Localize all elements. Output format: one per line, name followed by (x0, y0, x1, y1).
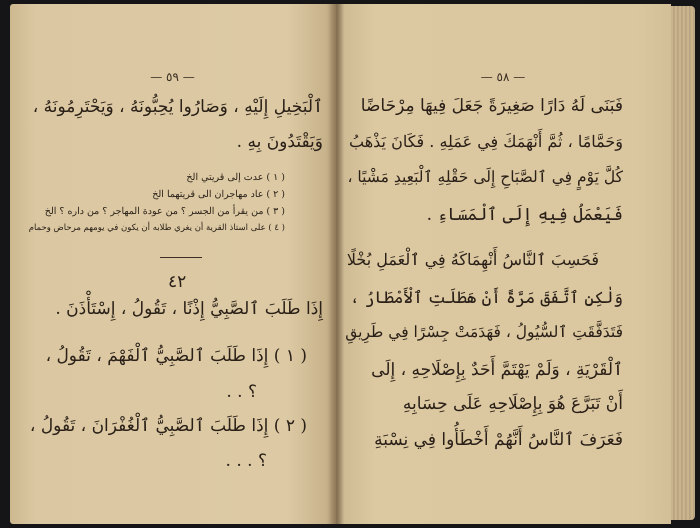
text-line: فَتَدَفَّقَتِ ٱلسُّيُولُ ، فَهَدَمَتْ جِسْرًا فِي طَرِيقِ (345, 323, 623, 341)
text-line: ٱلْقَرْيَةِ ، وَلَمْ يَهْتَمَّ أَحَدٌ بِإِصْلَاحِهِ ، إِلَى (371, 360, 623, 380)
text-line: وَلٰكِنِ ٱتَّفَقَ مَرَّةً أَنْ هَطَلَتِ ٱلْأَمْطَارُ ، (349, 288, 623, 307)
question-item: ( ١ ) عدت إلى قريتي الخ (186, 172, 285, 183)
exercise-line: ( ١ ) إِذَا طَلَبَ ٱلصَّبِيُّ ٱلْفَهْمَ ، تَقُولُ ، (45, 346, 307, 366)
question-item: ( ٣ ) من يقرأ من الجسر ؟ من عودة المهاجر ؟ من داره ؟ الخ (44, 206, 285, 217)
text-line: وَيَقْتَدُونَ بِهِ . (236, 132, 323, 152)
text-line: كُلَّ يَوْمٍ فِي ٱلصَّبَاحِ إِلَى حَقْلِهِ ٱلْبَعِيدِ مَشْيًا ، (347, 168, 623, 186)
text-line: فَبَنَى لَهُ دَارًا صَغِيرَةً جَعَلَ فِيهَا مِرْحَاضًا (360, 96, 623, 116)
exercise-line: ( ٢ ) إِذَا طَلَبَ ٱلصَّبِيُّ ٱلْغُفْرَانَ ، تَقُولُ ، (29, 416, 307, 436)
right-page (335, 4, 671, 524)
lesson-number: ٤٢ (168, 272, 187, 292)
section-divider (160, 257, 202, 258)
text-line: وَحَمَّامًا ، ثُمَّ أَنْهَمَكَ فِي عَمَلِهِ . فَكَانَ يَذْهَبُ (349, 132, 623, 151)
left-page-number: — ٥٩ — (150, 70, 195, 84)
exercise-line: إِذَا طَلَبَ ٱلصَّبِيُّ إِذْنًا ، تَقُولُ ، إِسْتَأْذَنَ . (55, 299, 323, 319)
open-book (10, 4, 696, 524)
text-line: فَحَسِبَ ٱلنَّاسُ أَنْهِمَاكَهُ فِي ٱلْعَمَلِ بُخْلًا (346, 250, 599, 269)
text-line: ٱلْبَخِيلِ إِلَيْهِ ، وَصَارُوا يُحِبُّونَهُ ، وَيَحْتَرِمُونَهُ ، (32, 97, 323, 117)
exercise-blank: ؟ . . (226, 382, 257, 402)
text-line: فَعَرَفَ ٱلنَّاسُ أَنَّهُمْ أَخْطَأُوا فِي نِسْبَةِ (374, 430, 623, 450)
exercise-blank: ؟ . . . (225, 451, 267, 471)
question-item: ( ٤ ) على استاذ القرية أن يغري طلابه أن يكون في يومهم مرحاض وحمام (28, 223, 285, 233)
book-gutter (328, 4, 344, 524)
page-edges (671, 6, 695, 520)
right-page-number: — ٥٨ — (480, 70, 526, 84)
text-line: فَيَعْمَلُ فِيهِ إِلَى ٱلْمَسَاءِ . (426, 205, 623, 225)
text-line: أَنْ تَبَرَّعَ هُوَ بِإِصْلَاحِهِ عَلَى حِسَابِهِ (402, 394, 623, 414)
left-page (10, 4, 335, 524)
question-item: ( ٢ ) عاد مهاجران الى قريتهما الخ (152, 189, 285, 200)
